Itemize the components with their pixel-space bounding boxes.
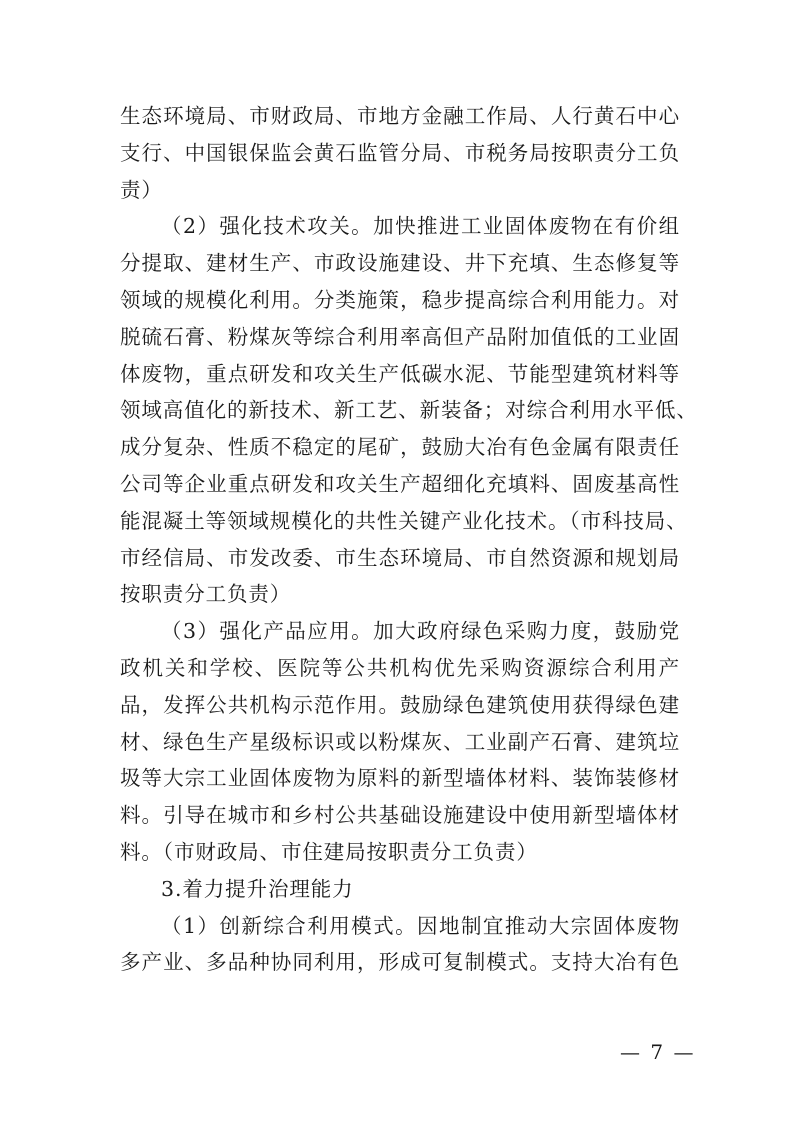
- body-text: [120, 98, 698, 981]
- paragraph-start-line: （1）创新综合利用模式。因地制宜推动大宗固体废物: [161, 913, 680, 938]
- text-line: 脱硫石膏、粉煤灰等综合利用率高但产品附加值低的工业固: [120, 324, 680, 349]
- text-line: 分提取、建材生产、市政设施建设、井下充填、生态修复等: [120, 251, 680, 276]
- text-line: 领域的规模化利用。分类施策，稳步提高综合利用能力。对: [120, 287, 680, 312]
- text-line: 市经信局、市发改委、市生态环境局、市自然资源和规划局: [120, 545, 680, 570]
- text-line: 责）: [120, 177, 163, 202]
- paragraph-start-line: （2）强化技术攻关。加快推进工业固体废物在有价组: [161, 214, 680, 239]
- text-line: 成分复杂、性质不稳定的尾矿，鼓励大冶有色金属有限责任: [120, 435, 680, 460]
- text-line: 支行、中国银保监会黄石监管分局、市税务局按职责分工负: [120, 140, 680, 165]
- text-line: 多产业、多品种协同利用，形成可复制模式。支持大冶有色: [120, 950, 680, 975]
- text-line: 料。引导在城市和乡村公共基础设施建设中使用新型墙体材: [120, 803, 680, 828]
- text-line: 公司等企业重点研发和攻关生产超细化充填料、固废基高性: [120, 471, 680, 496]
- text-line: 按职责分工负责）: [120, 582, 292, 607]
- text-line: 材、绿色生产星级标识或以粉煤灰、工业副产石膏、建筑垃: [120, 729, 680, 754]
- text-line: 能混凝土等领域规模化的共性关键产业化技术。（市科技局、: [120, 508, 688, 533]
- paragraph-start-line: （3）强化产品应用。加大政府绿色采购力度，鼓励党: [161, 619, 680, 644]
- text-line: 体废物，重点研发和攻关生产低碳水泥、节能型建筑材料等: [120, 361, 680, 386]
- text-line: 圾等大宗工业固体废物为原料的新型墙体材料、装饰装修材: [120, 766, 680, 791]
- section-heading: 3.着力提升治理能力: [161, 876, 354, 901]
- text-line: 料。（市财政局、市住建局按职责分工负责）: [120, 839, 538, 864]
- text-line: 领域高值化的新技术、新工艺、新装备；对综合利用水平低、: [120, 398, 698, 423]
- text-line: 政机关和学校、医院等公共机构优先采购资源综合利用产: [120, 655, 680, 680]
- text-line: 生态环境局、市财政局、市地方金融工作局、人行黄石中心: [120, 104, 680, 128]
- page-number: — 7 —: [620, 1040, 696, 1064]
- text-line: 品，发挥公共机构示范作用。鼓励绿色建筑使用获得绿色建: [120, 692, 680, 717]
